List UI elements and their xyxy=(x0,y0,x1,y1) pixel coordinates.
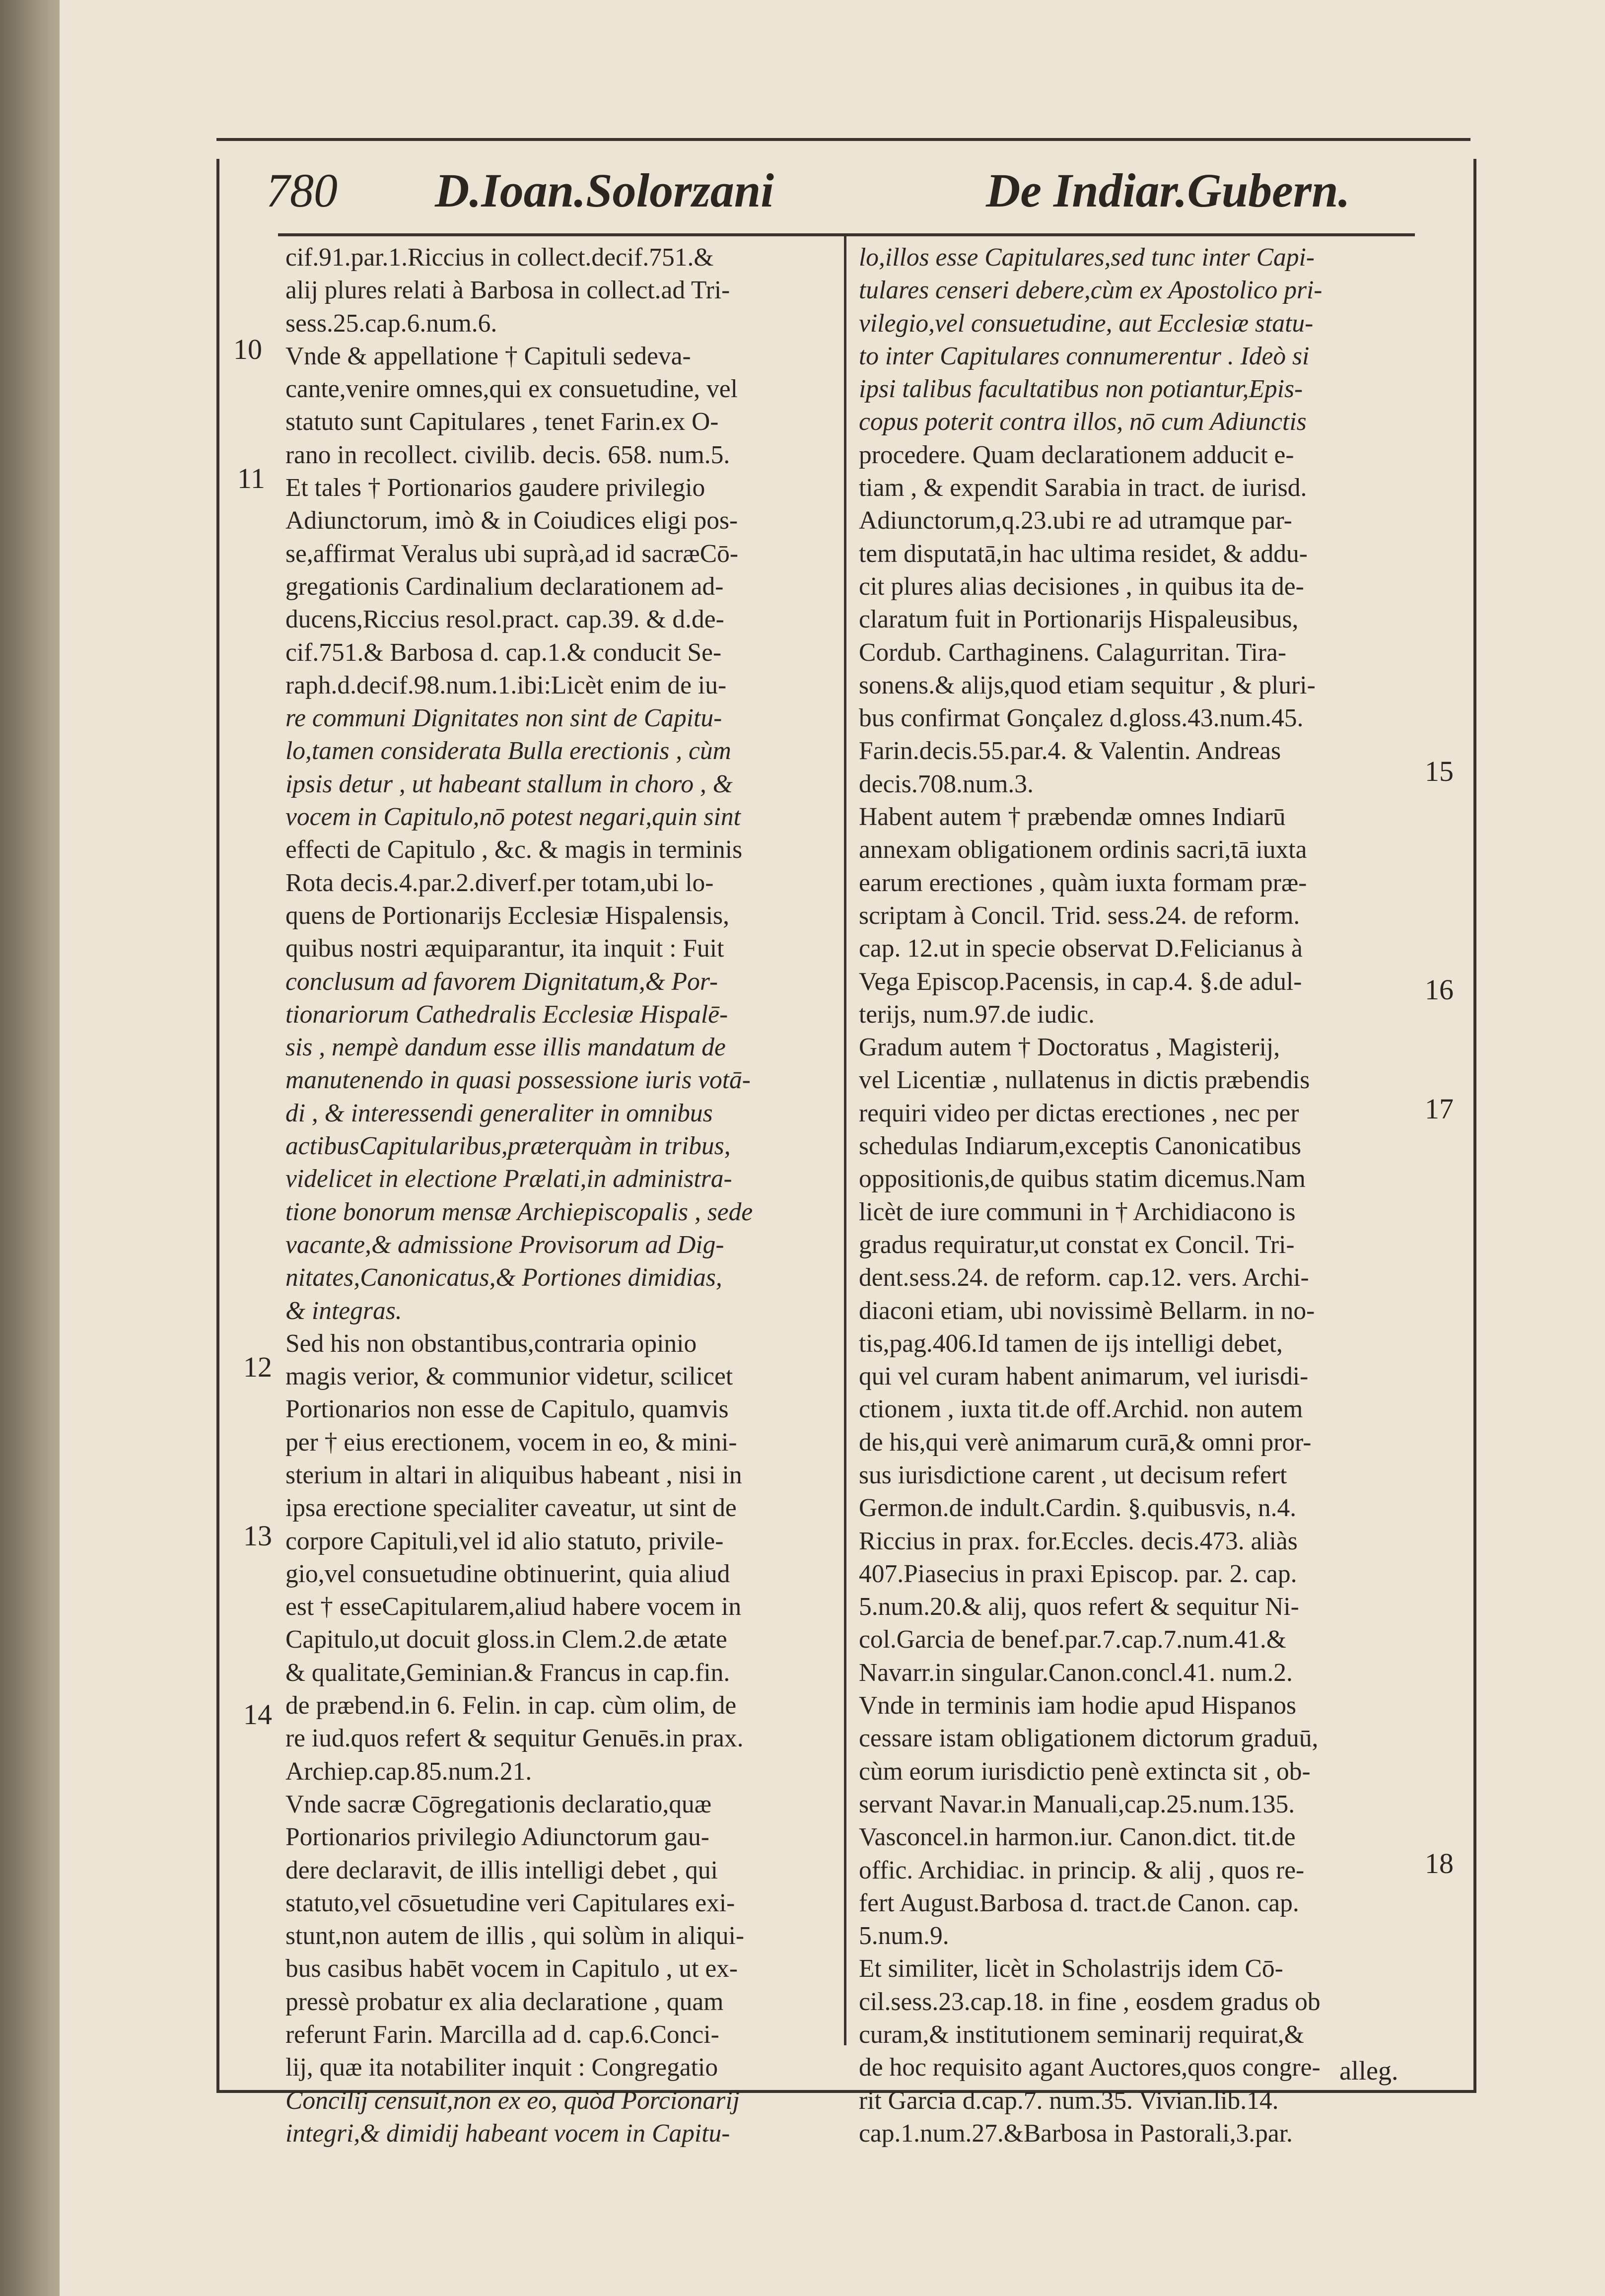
text-line: lij, quæ ita notabiliter inquit : Congregatio xyxy=(285,2053,718,2082)
text-line: tionariorum Cathedralis Ecclesiæ Hispalē- xyxy=(285,1000,728,1029)
text-line: cùm eorum iurisdictio penè extincta sit , ob- xyxy=(859,1757,1311,1786)
text-line: Concilij censuit,non ex eo, quòd Porcionarij xyxy=(285,2086,740,2115)
left-text-column xyxy=(285,241,846,2150)
text-line: sterium in altari in aliquibus habeant , nisi in xyxy=(285,1461,742,1489)
text-line: lo,tamen considerata Bulla erectionis , cùm xyxy=(285,737,731,765)
text-line: copus poterit contra illos, nō cum Adiunctis xyxy=(859,408,1307,436)
text-line: rit Garcia d.cap.7. num.35. Vivian.lib.14. xyxy=(859,2086,1279,2115)
margin-number-16: 16 xyxy=(1425,974,1454,1006)
text-line: & qualitate,Geminian.& Francus in cap.fin. xyxy=(285,1658,730,1687)
text-line: Portionarios non esse de Capitulo, quamvis xyxy=(285,1395,729,1424)
text-line: Sed his non obstantibus,contraria opinio xyxy=(285,1329,697,1358)
text-line: Navarr.in singular.Canon.concl.41. num.2. xyxy=(859,1658,1293,1687)
text-line: effecti de Capitulo , &c. & magis in terminis xyxy=(285,835,743,864)
margin-number-11: 11 xyxy=(237,462,265,494)
text-line: Vnde & appellatione † Capituli sedeva- xyxy=(285,342,691,370)
text-line: videlicet in electione Prælati,in administra- xyxy=(285,1165,732,1193)
text-line: Vasconcel.in harmon.iur. Canon.dict. tit.de xyxy=(859,1823,1296,1852)
text-line: stunt,non autem de illis , qui solùm in aliqui- xyxy=(285,1922,745,1950)
text-line: bus confirmat Gonçalez d.gloss.43.num.45. xyxy=(859,704,1304,733)
text-line: 5.num.9. xyxy=(859,1922,949,1950)
text-line: tem disputatā,in hac ultima residet, & addu- xyxy=(859,539,1308,568)
right-text-column xyxy=(859,241,1420,2150)
text-line: Cordub. Carthaginens. Calagurritan. Tira- xyxy=(859,638,1287,667)
text-line: per † eius erectionem, vocem in eo, & mini- xyxy=(285,1428,737,1457)
text-line: conclusum ad favorem Dignitatum,& Por- xyxy=(285,967,718,996)
text-line: vacante,& admissione Provisorum ad Dig- xyxy=(285,1230,724,1259)
running-head-title: De Indiar.Gubern. xyxy=(986,164,1350,217)
text-line: diaconi etiam, ubi novissimè Bellarm. in no- xyxy=(859,1296,1315,1325)
text-line: tiam , & expendit Sarabia in tract. de iurisd. xyxy=(859,474,1307,502)
text-line: ducens,Riccius resol.pract. cap.39. & d.de- xyxy=(285,605,724,634)
text-line: licèt de iure communi in † Archidiacono is xyxy=(859,1197,1296,1226)
text-line: Archiep.cap.85.num.21. xyxy=(285,1757,532,1786)
text-line: & integras. xyxy=(285,1296,402,1325)
text-line: rano in recollect. civilib. decis. 658. num.5. xyxy=(285,440,730,469)
text-line: Habent autem † præbendæ omnes Indiarū xyxy=(859,803,1286,832)
text-line: procedere. Quam declarationem adducit e- xyxy=(859,440,1294,469)
text-line: earum erectiones , quàm iuxta formam præ- xyxy=(859,868,1307,897)
text-line: dere declaravit, de illis intelligi debet , qui xyxy=(285,1856,718,1884)
text-line: annexam obligationem ordinis sacri,tā iuxta xyxy=(859,835,1307,864)
text-line: di , & interessendi generaliter in omnibus xyxy=(285,1099,713,1127)
text-line: sis , nempè dandum esse illis mandatum de xyxy=(285,1033,726,1062)
text-line: cap. 12.ut in specie observat D.Felicianus à xyxy=(859,934,1303,963)
text-line: nitates,Canonicatus,& Portiones dimidias, xyxy=(285,1263,722,1292)
text-line: quens de Portionarijs Ecclesiæ Hispalensis, xyxy=(285,901,729,930)
text-line: Rota decis.4.par.2.diverf.per totam,ubi lo- xyxy=(285,868,714,897)
text-line: sus iurisdictione carent , ut decisum refert xyxy=(859,1461,1287,1489)
margin-number-17: 17 xyxy=(1425,1093,1454,1125)
text-line: se,affirmat Veralus ubi suprà,ad id sacræCō- xyxy=(285,539,738,568)
text-line: Vega Episcop.Pacensis, in cap.4. §.de adul- xyxy=(859,967,1302,996)
text-line: Adiunctorum,q.23.ubi re ad utramque par- xyxy=(859,506,1292,535)
text-line: Adiunctorum, imò & in Coiudices eligi pos- xyxy=(285,506,738,535)
text-line: statuto sunt Capitulares , tenet Farin.ex O- xyxy=(285,408,719,436)
running-header xyxy=(246,158,1428,232)
margin-number-10: 10 xyxy=(233,333,262,365)
text-line: 407.Piasecius in praxi Episcop. par. 2. cap. xyxy=(859,1559,1297,1588)
text-line: tis,pag.406.Id tamen de ijs intelligi debet, xyxy=(859,1329,1283,1358)
text-line: schedulas Indiarum,exceptis Canonicatibus xyxy=(859,1132,1301,1161)
text-line: vel Licentiæ , nullatenus in dictis præbendis xyxy=(859,1066,1310,1095)
text-line: de præbend.in 6. Felin. in cap. cùm olim, de xyxy=(285,1691,737,1720)
text-line: dent.sess.24. de reform. cap.12. vers. Archi- xyxy=(859,1263,1309,1292)
text-line: pressè probatur ex alia declaratione , quam xyxy=(285,1987,724,2016)
text-line: sonens.& alijs,quod etiam sequitur , & pluri- xyxy=(859,671,1316,699)
text-line: servant Navar.in Manuali,cap.25.num.135. xyxy=(859,1790,1295,1818)
text-line: sess.25.cap.6.num.6. xyxy=(285,309,497,338)
text-line: Farin.decis.55.par.4. & Valentin. Andreas xyxy=(859,737,1281,765)
text-line: magis verior, & communior videtur, scilicet xyxy=(285,1362,733,1391)
text-line: manutenendo in quasi possessione iuris votā- xyxy=(285,1066,751,1095)
text-line: vocem in Capitulo,nō potest negari,quin sint xyxy=(285,803,741,832)
catchword: alleg. xyxy=(1339,2056,1398,2086)
text-line: est † esseCapitularem,aliud habere vocem in xyxy=(285,1593,742,1621)
text-line: integri,& dimidij habeant vocem in Capitu- xyxy=(285,2119,730,2148)
text-line: quibus nostri æquiparantur, ita inquit : Fuit xyxy=(285,934,724,963)
text-line: qui vel curam habent animarum, vel iurisdi- xyxy=(859,1362,1309,1391)
text-line: statuto,vel cōsuetudine veri Capitulares exi- xyxy=(285,1888,735,1917)
text-line: actibusCapitularibus,præterquàm in tribus, xyxy=(285,1132,731,1161)
text-line: corpore Capituli,vel id alio statuto, privile- xyxy=(285,1527,724,1555)
margin-number-13: 13 xyxy=(243,1520,272,1552)
header-rule xyxy=(278,233,1415,236)
text-line: cessare istam obligationem dictorum graduū, xyxy=(859,1724,1319,1753)
text-line: lo,illos esse Capitulares,sed tunc inter Capi- xyxy=(859,243,1315,272)
text-line: 5.num.20.& alij, quos refert & sequitur Ni- xyxy=(859,1593,1299,1621)
text-line: ipsi talibus facultatibus non potiantur,Epis- xyxy=(859,375,1303,404)
text-line: de his,qui verè animarum curā,& omni pror- xyxy=(859,1428,1312,1457)
page-number: 780 xyxy=(266,164,338,217)
text-line: terijs, num.97.de iudic. xyxy=(859,1000,1095,1029)
text-line: ipsa erectione specialiter caveatur, ut sint de xyxy=(285,1494,737,1523)
text-line: gradus requiratur,ut constat ex Concil. Tri- xyxy=(859,1230,1295,1259)
text-line: re iud.quos refert & sequitur Genuēs.in prax. xyxy=(285,1724,744,1753)
text-line: ipsis detur , ut habeant stallum in choro , & xyxy=(285,769,733,798)
text-line: Portionarios privilegio Adiunctorum gau- xyxy=(285,1823,709,1852)
text-line: bus casibus habēt vocem in Capitulo , ut ex- xyxy=(285,1954,738,1983)
text-line: referunt Farin. Marcilla ad d. cap.6.Conci- xyxy=(285,2020,719,2049)
text-line: oppositionis,de quibus statim dicemus.Nam xyxy=(859,1165,1306,1193)
text-line: cil.sess.23.cap.18. in fine , eosdem gradus ob xyxy=(859,1987,1321,2016)
text-line: fert August.Barbosa d. tract.de Canon. cap. xyxy=(859,1888,1299,1917)
text-line: de hoc requisito agant Auctores,quos congre- xyxy=(859,2053,1321,2082)
text-line: decis.708.num.3. xyxy=(859,769,1034,798)
margin-number-15: 15 xyxy=(1425,755,1454,787)
text-line: requiri video per dictas erectiones , nec per xyxy=(859,1099,1299,1127)
text-line: curam,& institutionem seminarij requirat,& xyxy=(859,2020,1304,2049)
text-line: offic. Archidiac. in princip. & alij , quos re- xyxy=(859,1856,1305,1884)
text-line: vilegio,vel consuetudine, aut Ecclesiæ statu- xyxy=(859,309,1314,338)
text-line: cit plures alias decisiones , in quibus ita de- xyxy=(859,572,1304,601)
text-line: cif.91.par.1.Riccius in collect.decif.751.& xyxy=(285,243,714,272)
text-line: Germon.de indult.Cardin. §.quibusvis, n.4. xyxy=(859,1494,1297,1523)
text-line: scriptam à Concil. Trid. sess.24. de reform. xyxy=(859,901,1300,930)
text-line: ctionem , iuxta tit.de off.Archid. non autem xyxy=(859,1395,1303,1424)
text-line: raph.d.decif.98.num.1.ibi:Licèt enim de iu- xyxy=(285,671,727,699)
text-line: Gradum autem † Doctoratus , Magisterij, xyxy=(859,1033,1280,1062)
text-line: col.Garcia de benef.par.7.cap.7.num.41.& xyxy=(859,1625,1286,1654)
text-line: re communi Dignitates non sint de Capitu- xyxy=(285,704,722,733)
text-line: alij plures relati à Barbosa in collect.ad Tri- xyxy=(285,276,730,305)
top-frame-rule xyxy=(216,138,1470,141)
text-line: tulares censeri debere,cùm ex Apostolico pri- xyxy=(859,276,1323,305)
text-line: claratum fuit in Portionarijs Hispaleusibus, xyxy=(859,605,1299,634)
text-line: cante,venire omnes,qui ex consuetudine, vel xyxy=(285,375,738,404)
text-line: Riccius in prax. for.Eccles. decis.473. aliàs xyxy=(859,1527,1298,1555)
text-line: cif.751.& Barbosa d. cap.1.& conducit Se- xyxy=(285,638,722,667)
text-line: tione bonorum mensæ Archiepiscopalis , sede xyxy=(285,1197,753,1226)
text-line: Et tales † Portionarios gaudere privilegio xyxy=(285,474,705,502)
margin-number-12: 12 xyxy=(243,1351,272,1383)
text-line: gio,vel consuetudine obtinuerint, quia aliud xyxy=(285,1559,730,1588)
text-line: to inter Capitulares connumerentur . Ideò si xyxy=(859,342,1310,370)
text-line: gregationis Cardinalium declarationem ad- xyxy=(285,572,724,601)
running-head-author: D.Ioan.Solorzani xyxy=(435,164,774,217)
text-line: cap.1.num.27.&Barbosa in Pastorali,3.par. xyxy=(859,2119,1293,2148)
margin-number-14: 14 xyxy=(243,1698,272,1731)
text-line: Vnde in terminis iam hodie apud Hispanos xyxy=(859,1691,1297,1720)
margin-number-18: 18 xyxy=(1425,1847,1454,1879)
text-line: Et similiter, licèt in Scholastrijs idem Cō- xyxy=(859,1954,1283,1983)
text-line: Vnde sacræ Cōgregationis declaratio,quæ xyxy=(285,1790,712,1818)
text-line: Capitulo,ut docuit gloss.in Clem.2.de ætate xyxy=(285,1625,727,1654)
